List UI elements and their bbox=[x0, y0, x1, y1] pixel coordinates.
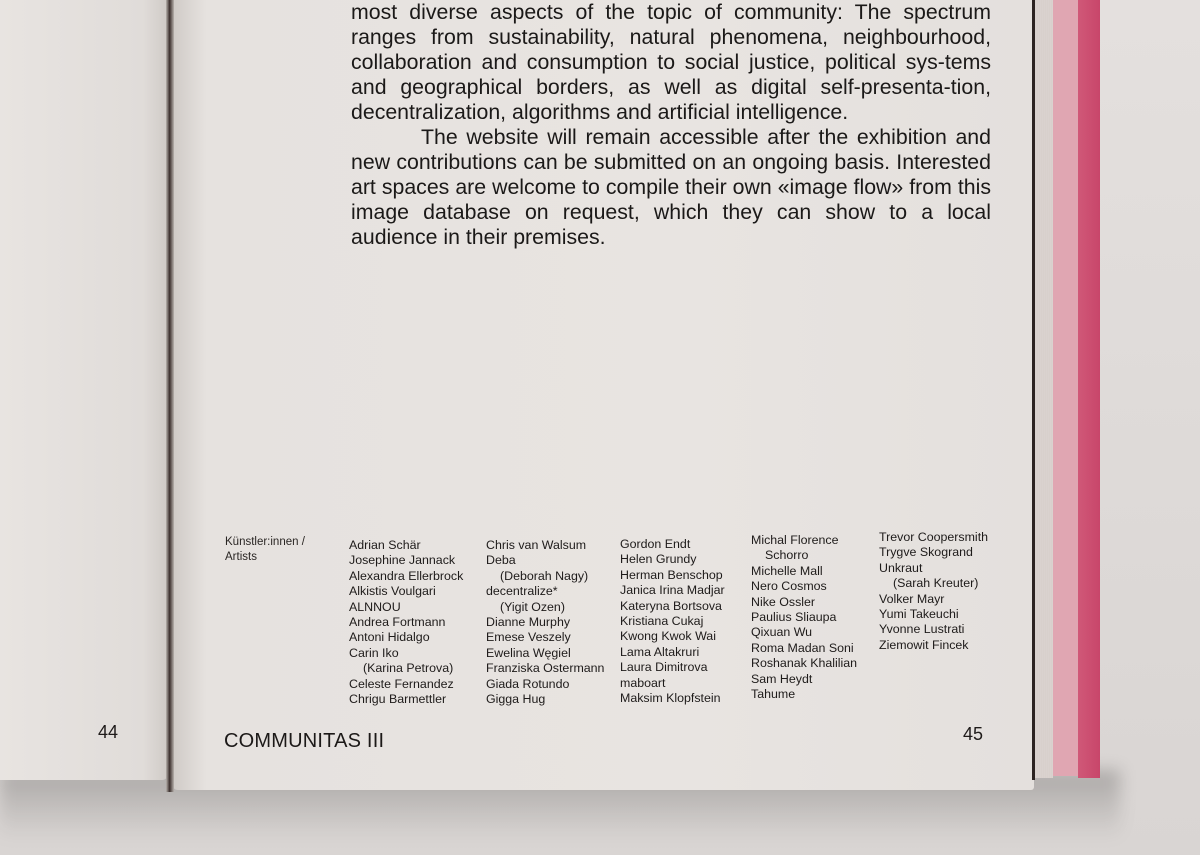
left-page-number: 44 bbox=[98, 722, 119, 742]
artist-name: Franziska Ostermann bbox=[486, 661, 605, 676]
artist-name: Celeste Fernandez bbox=[349, 676, 454, 691]
artist-name: Volker Mayr bbox=[879, 591, 945, 606]
artists-column-1 bbox=[349, 538, 463, 707]
artist-name: Nero Cosmos bbox=[751, 579, 827, 594]
left-page bbox=[0, 0, 168, 780]
artist-name: Roma Madan Soni bbox=[751, 640, 854, 655]
book-cover-edge bbox=[1078, 0, 1100, 778]
artists-column-4 bbox=[751, 533, 857, 702]
artists-column-3 bbox=[620, 537, 725, 706]
artist-name: Alkistis Voulgari bbox=[349, 584, 436, 599]
artist-name: (Sarah Kreuter) bbox=[893, 576, 979, 591]
endpaper-edge bbox=[1053, 0, 1078, 776]
artists-label-line-2: Artists bbox=[225, 551, 257, 563]
artists-column-2 bbox=[486, 538, 604, 707]
artist-name: Emese Veszely bbox=[486, 630, 571, 645]
artist-name: Trevor Coopersmith bbox=[879, 530, 989, 544]
artist-name: Ewelina Węgiel bbox=[486, 645, 571, 660]
artist-name: Gordon Endt bbox=[620, 537, 691, 551]
artist-name: Qixuan Wu bbox=[751, 625, 813, 640]
artist-name: Paulius Sliaupa bbox=[751, 610, 837, 625]
artist-name: Herman Benschop bbox=[620, 567, 723, 582]
artist-name: Helen Grundy bbox=[620, 552, 697, 567]
artist-name: ALNNOU bbox=[349, 599, 401, 614]
artist-name: Carin Iko bbox=[349, 645, 399, 660]
artist-name: Laura Dimitrova bbox=[620, 660, 708, 675]
book-title: COMMUNITAS III bbox=[224, 730, 385, 752]
artist-name: Janica Irina Madjar bbox=[620, 583, 725, 598]
artist-name: Chris van Walsum bbox=[486, 538, 587, 552]
artist-name: decentralize* bbox=[486, 584, 558, 599]
artist-name: Giada Rotundo bbox=[486, 676, 570, 691]
artist-name: Josephine Jannack bbox=[349, 553, 456, 568]
body-text bbox=[351, 0, 991, 250]
artist-name: Kristiana Cukaj bbox=[620, 614, 704, 629]
artist-name: Andrea Fortmann bbox=[349, 615, 446, 630]
artist-name: Adrian Schär bbox=[349, 538, 421, 552]
artist-name: Michelle Mall bbox=[751, 563, 823, 578]
artist-name: Lama Altakruri bbox=[620, 644, 700, 659]
artist-name: (Yigit Ozen) bbox=[500, 599, 565, 614]
body-paragraph-1: most diverse aspects of the topic of community: The spectrum ranges from sustainability, natural phenomena, neighbourhood, collaboration and consumption to social justice, political sys-tems and geographical borders, as well as digital self-presenta-tion, decentralization, algorithms and artificial intelligence. bbox=[351, 0, 991, 124]
page-block-edges bbox=[1035, 0, 1053, 778]
artists-label bbox=[225, 535, 305, 565]
artist-name: Michal Florence bbox=[751, 533, 839, 547]
artist-name: Kwong Kwok Wai bbox=[620, 629, 716, 644]
artist-name: Kateryna Bortsova bbox=[620, 598, 722, 613]
artist-name: Antoni Hidalgo bbox=[349, 630, 430, 645]
artist-name: Yumi Takeuchi bbox=[879, 607, 959, 622]
artist-name: Maksim Klopfstein bbox=[620, 691, 721, 706]
body-paragraph-2: The website will remain accessible after the exhibition and new contributions can be submitted on an ongoing basis. Interested art spaces are welcome to compile their own «image flow» from this image database on request, which they can show to a local audience in their premises. bbox=[351, 125, 991, 249]
artist-name: maboart bbox=[620, 675, 666, 690]
book-gutter bbox=[166, 0, 174, 792]
artist-name: Gigga Hug bbox=[486, 692, 546, 707]
artist-name: Deba bbox=[486, 553, 516, 568]
artist-name: Roshanak Khalilian bbox=[751, 656, 858, 671]
artist-name: Alexandra Ellerbrock bbox=[349, 568, 464, 583]
artist-name: Trygve Skogrand bbox=[879, 545, 973, 560]
right-page-number: 45 bbox=[963, 724, 984, 744]
artist-name: Tahume bbox=[751, 687, 796, 702]
artist-name: Sam Heydt bbox=[751, 671, 813, 686]
artist-name: Chrigu Barmettler bbox=[349, 692, 447, 707]
artist-name: Nike Ossler bbox=[751, 594, 816, 609]
artists-column-5 bbox=[879, 530, 988, 653]
artist-name: Unkraut bbox=[879, 560, 923, 575]
artist-name: Dianne Murphy bbox=[486, 615, 571, 630]
artist-name: Ziemowit Fincek bbox=[879, 637, 969, 652]
artist-name: Schorro bbox=[765, 548, 809, 563]
artist-name: (Karina Petrova) bbox=[363, 661, 454, 676]
artists-label-line-1: Künstler:innen / bbox=[225, 536, 305, 548]
artist-name: Yvonne Lustrati bbox=[879, 622, 965, 637]
artist-name: (Deborah Nagy) bbox=[500, 568, 589, 583]
